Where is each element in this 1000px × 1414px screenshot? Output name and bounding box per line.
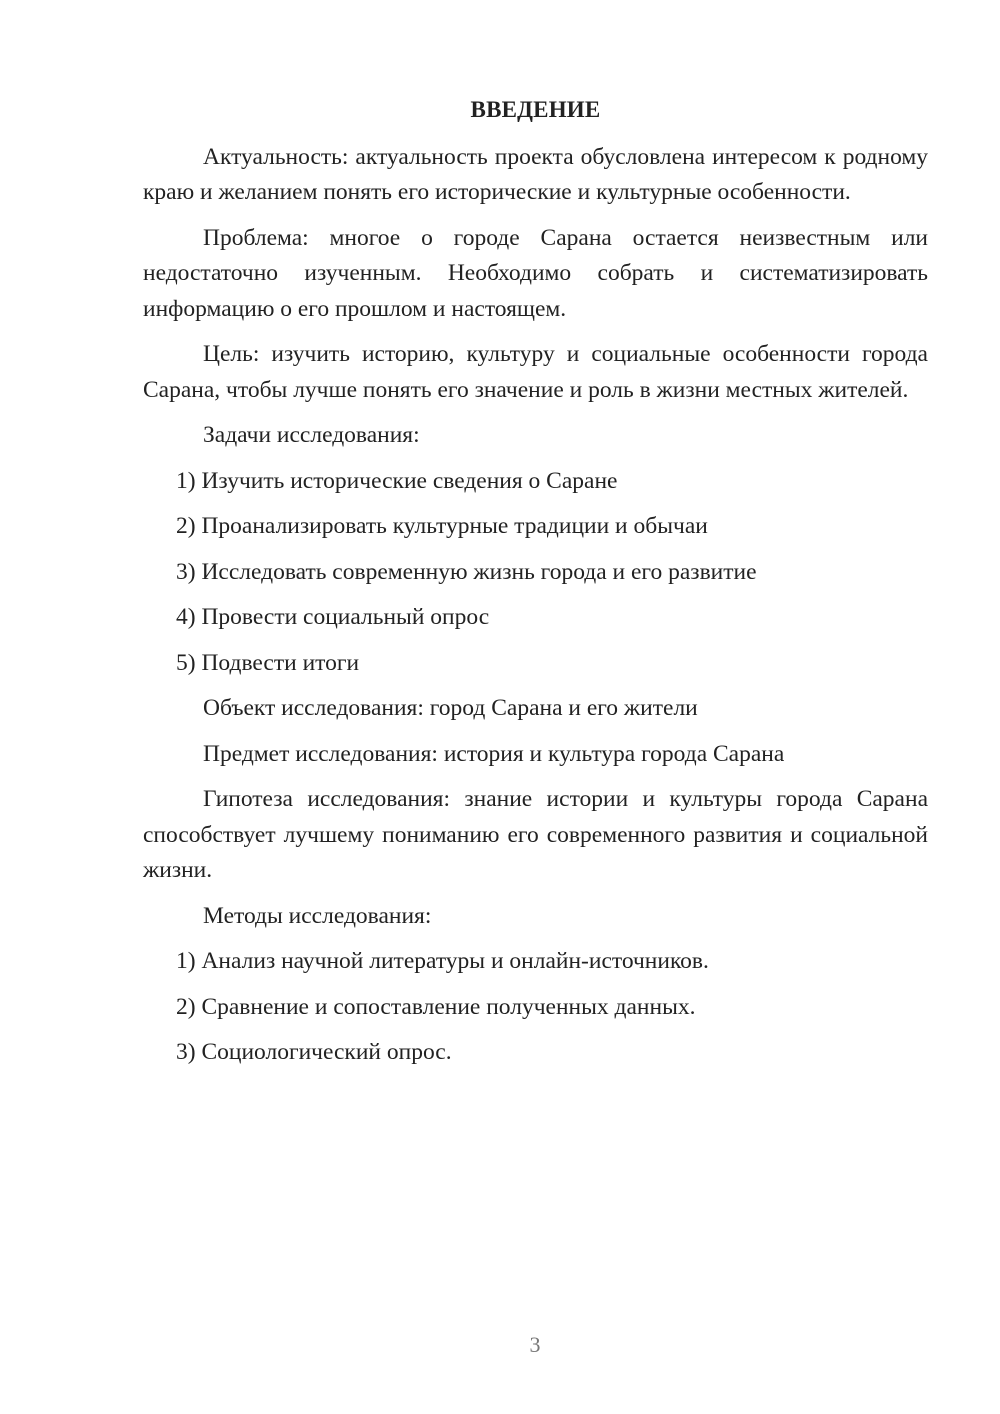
task-item: 1) Изучить исторические сведения о Саране [176,467,618,494]
task-item: 2) Проанализировать культурные традиции и обычаи [176,513,708,539]
hypothesis-paragraph: Гипотеза исследования: знание истории и культуры города Сарана способствует лучшему пониманию его современного развития и социальной жизни. [143,786,928,883]
task-item: 3) Исследовать современную жизнь города и его развитие [176,558,757,585]
subject-paragraph: Предмет исследования: история и культура города Сарана [203,740,785,767]
method-item: 1) Анализ научной литературы и онлайн-источников. [176,948,709,974]
goal-paragraph: Цель: изучить историю, культуру и социальные особенности города Сарана, чтобы лучше понять его значение и роль в жизни местных жителей. [143,341,928,403]
page-number: 3 [529,1332,541,1357]
problem-paragraph: Проблема: многое о городе Сарана остается неизвестным или недостаточно изученным. Необходимо собрать и систематизировать информацию о его прошлом и настоящем. [143,224,928,322]
method-item: 2) Сравнение и сопоставление полученных данных. [176,993,696,1020]
method-item: 3) Социологический опрос. [176,1039,452,1065]
section-heading: ВВЕДЕНИЕ [470,97,601,122]
actuality-paragraph: Актуальность: актуальность проекта обусловлена интересом к родному краю и желанием понять его исторические и культурные особенности. [143,143,928,205]
methods-title: Методы исследования: [203,902,432,929]
task-item: 5) Подвести итоги [176,649,360,676]
tasks-title: Задачи исследования: [203,422,420,448]
page-content [143,92,928,1081]
task-item: 4) Провести социальный опрос [176,604,490,630]
object-paragraph: Объект исследования: город Сарана и его жители [203,695,698,721]
